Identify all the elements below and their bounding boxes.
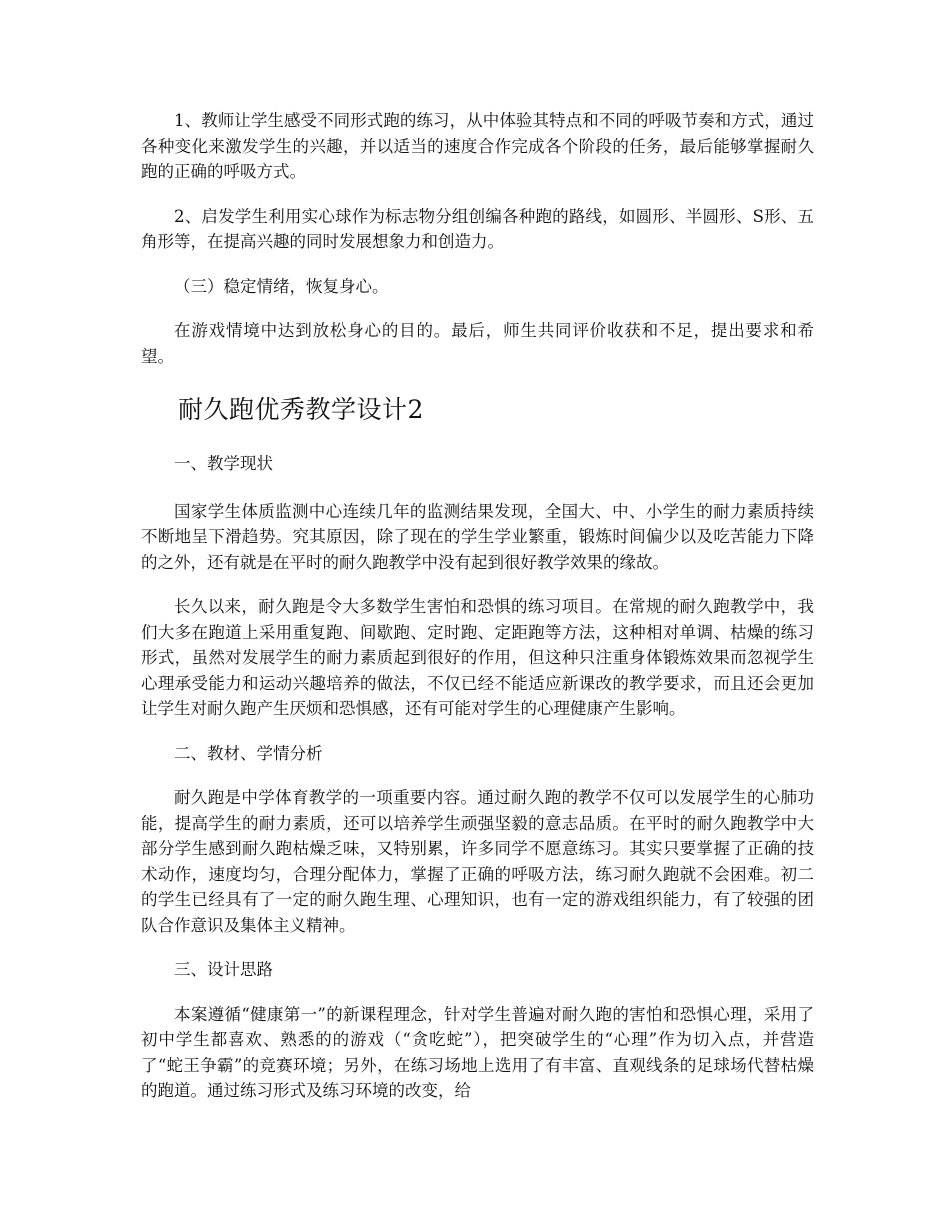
para-design-idea: 本案遵循“健康第一”的新课程理念，针对学生普遍对耐久跑的害怕和恐惧心理，采用了初中学生都喜欢、熟悉的的游戏（“贪吃蛇”），把突破学生的“心理”作为切入点，并营造了“蛇王争霸”的竞赛环境；另外，在练习场地上选用了有丰富、直观线条的足球场代替枯燥的跑道。通过练习形式及练习环境的改变，给 bbox=[141, 1004, 814, 1100]
document-title: 耐久跑优秀教学设计2 bbox=[178, 395, 424, 424]
para-teacher-running-practice: 1、教师让学生感受不同形式跑的练习，从中体验其特点和不同的呼吸节奏和方式，通过各种变化来激发学生的兴趣，并以适当的速度合作完成各个阶段的任务，最后能够掌握耐久跑的正确的呼吸方式。 bbox=[141, 111, 814, 181]
para-monitoring-results: 国家学生体质监测中心连续几年的监测结果发现，全国大、中、小学生的耐力素质持续不断地呈下滑趋势。究其原因，除了现在的学生学业繁重，锻炼时间偏少以及吃苦能力下降的之外，还有就是在平时的耐久跑教学中没有起到很好教学效果的缘故。 bbox=[141, 501, 814, 572]
section-heading-design-idea: 三、设计思路 bbox=[174, 960, 273, 979]
para-medicine-ball-routes: 2、启发学生利用实心球作为标志物分组创编各种跑的路线，如圆形、半圆形、S形、五角形等，在提高兴趣的同时发展想象力和创造力。 bbox=[141, 206, 814, 251]
document-page bbox=[141, 108, 814, 1104]
para-conventional-teaching: 长久以来，耐久跑是令大多数学生害怕和恐惧的练习项目。在常规的耐久跑教学中，我们大多在跑道上采用重复跑、间歇跑、定时跑、定距跑等方法，这种相对单调、枯燥的练习形式，虽然对发展学生的耐力素质起到很好的作用，但这种只注重身体锻炼效果而忽视学生心理承受能力和运动兴趣培养的做法，不仅已经不能适应新课改的教学要求，而且还会更加让学生对耐久跑产生厌烦和恐惧感，还有可能对学生的心理健康产生影响。 bbox=[141, 597, 814, 718]
para-material-analysis: 耐久跑是中学体育教学的一项重要内容。通过耐久跑的教学不仅可以发展学生的心肺功能，提高学生的耐力素质，还可以培养学生顽强坚毅的意志品质。在平时的耐久跑教学中大部分学生感到耐久跑枯燥乏味，又特别累，许多同学不愿意练习。其实只要掌握了正确的技术动作，速度均匀，合理分配体力，掌握了正确的呼吸方法，练习耐久跑就不会困难。初二的学生已经具有了一定的耐久跑生理、心理知识，也有一定的游戏组织能力，有了较强的团队合作意识及集体主义精神。 bbox=[141, 788, 814, 935]
section-heading-teaching-status: 一、教学现状 bbox=[174, 454, 273, 473]
para-relax-evaluate: 在游戏情境中达到放松身心的目的。最后，师生共同评价收获和不足，提出要求和希望。 bbox=[141, 321, 814, 366]
section-heading-material-analysis: 二、教材、学情分析 bbox=[174, 743, 323, 763]
section-heading-stabilize: （三）稳定情绪，恢复身心。 bbox=[174, 276, 389, 296]
